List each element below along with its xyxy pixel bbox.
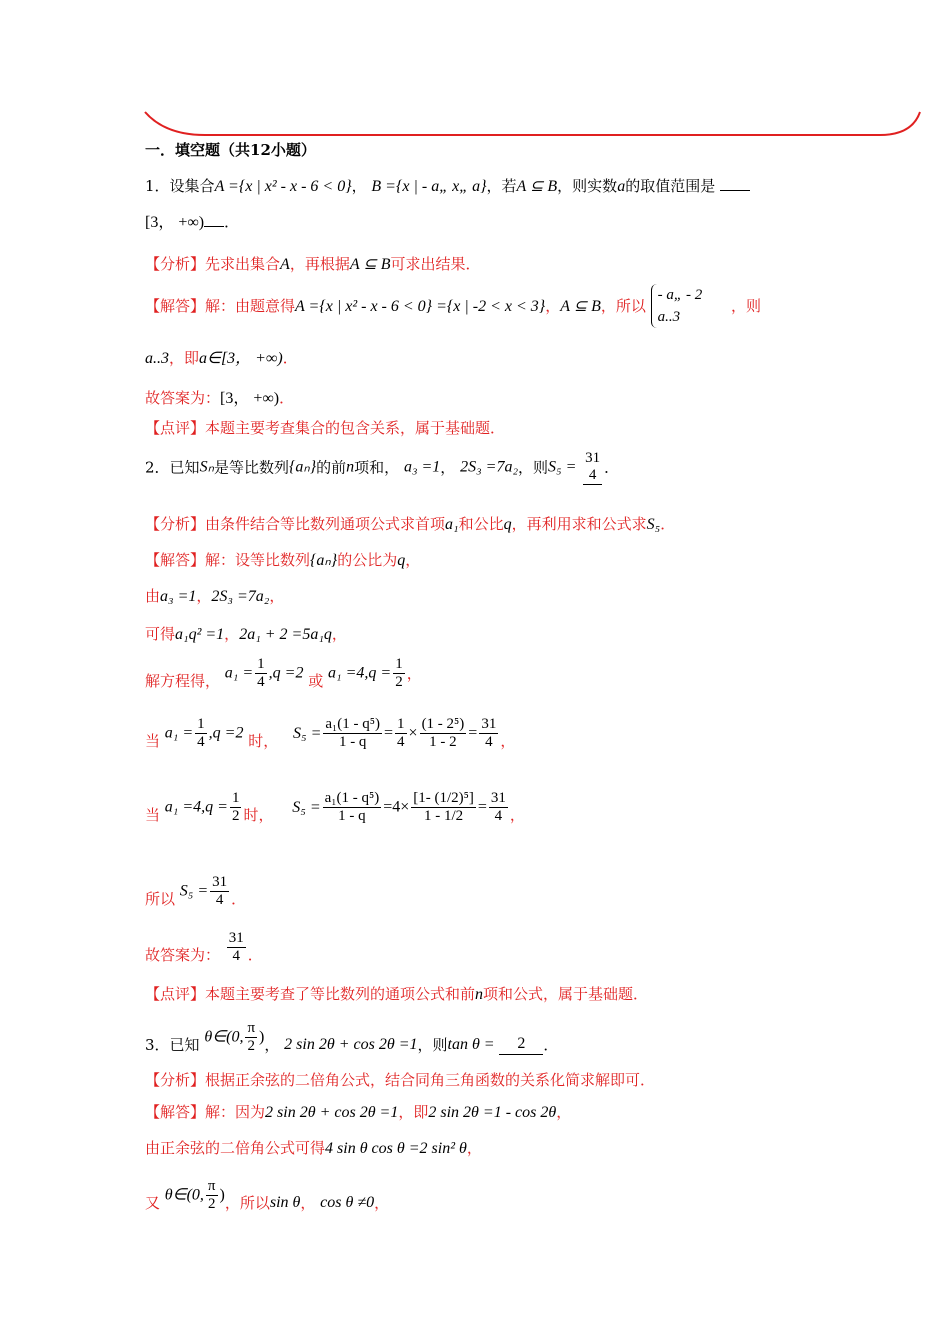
question-1-solution-cont: a..3，即a∈[3， +∞)． (145, 349, 298, 367)
question-2-case-1: 当 a₁ = $\frac{1}{4}$ ,q =2 时， S₅ = $\frac{\text{a₁(1 - q⁵)}}{1 - q}$ = $\frac{1}{4}$ × $\frac{\text{(1 - 2⁵)}}{1 - 2}$ = $\frac{31}{4}$ ， (145, 716, 516, 750)
question-3-solution: 【解答】解：因为2 sin 2θ + cos 2θ =1，即2 sin 2θ =1 - cos 2θ， (145, 1103, 572, 1121)
question-2-solution: 【解答】解：设等比数列{aₙ}的公比为q， (145, 551, 421, 569)
question-1-answer-line: [3， +∞) ． (145, 213, 240, 231)
question-3-analysis: 【分析】根据正余弦的二倍角公式，结合同角三角函数的关系化简求解即可． (145, 1071, 656, 1089)
analysis-tag: 【分析】 (145, 255, 206, 273)
header-arc-decoration (0, 0, 950, 140)
question-2-final-answer: 故答案为： $\frac{31}{4}$ ． (145, 930, 263, 964)
question-2-stem: 2．已知Sₙ是等比数列{aₙ}的前n项和， a₃ =1， 2S₃ =7a₂，则S₅ = 31 4 ． (145, 450, 620, 483)
question-2-analysis: 【分析】由条件结合等比数列通项公式求首项a₁和公比q，再利用求和公式求S₅． (145, 515, 676, 533)
answer-blank (720, 190, 750, 191)
question-2-conclusion: 所以 S₅ = $\frac{31}{4}$ ． (145, 874, 247, 908)
question-2-given: 由a₃ =1，2S₃ =7a₂， (145, 587, 285, 605)
question-1-analysis: 【分析】先求出集合A，再根据A ⊆ B可求出结果． (145, 255, 481, 273)
question-2-case-2: 当 a₁ =4,q = $\frac{1}{2}$ 时， S₅ = $\frac{\text{a₁(1 - q⁵)}}{1 - q}$ =4× $\frac{\text{[1- (1/2)⁵]}}{1 - 1/2}$ = $\frac{31}{4}$ ， (145, 790, 525, 824)
answer-fraction: 31 4 (585, 450, 601, 483)
question-number: 1． (145, 177, 170, 195)
section-title: 一．填空题（共12小题） (145, 141, 316, 159)
question-1-comment: 【点评】本题主要考查集合的包含关系，属于基础题． (145, 419, 506, 437)
answer-value: [3， +∞) (145, 214, 205, 231)
question-1-solution: 【解答】解：由题意得A ={x | x² - x - 6 < 0} ={x | -2 < x < 3}，A ⊆ B，所以 - a„ - 2 a..3 ，则 (145, 284, 761, 328)
inequality-system: - a„ - 2 a..3 (651, 284, 703, 328)
question-1-stem: 1．设集合A ={x | x² - x - 6 < 0}， B ={x | - a„ x„ a}，若A ⊆ B，则实数a的取值范围是 (145, 176, 750, 197)
comment-tag: 【点评】 (145, 419, 206, 437)
answer-blank: 2 (499, 1034, 543, 1055)
question-2-solve: 解方程得， a₁ = $\frac{1}{4}$ ,q =2 或 a₁ =4,q = $\frac{1}{2}$ ， (145, 656, 422, 690)
question-2-comment: 【点评】本题主要考查了等比数列的通项公式和前n项和公式，属于基础题． (145, 985, 649, 1003)
question-3-double-angle: 由正余弦的二倍角公式可得4 sin θ cos θ =2 sin² θ， (145, 1139, 482, 1157)
question-3-stem: 3．已知 θ∈(0, $\frac{\pi}{2}$ )， 2 sin 2θ + cos 2θ =1，则tan θ = 2 ． (145, 1020, 559, 1054)
question-1-final-answer: 故答案为：[3， +∞)． (145, 389, 295, 407)
question-2-derived: 可得a₁q² =1，2a₁ + 2 =5a₁q， (145, 625, 347, 643)
question-3-range: 又 θ∈(0, $\frac{\pi}{2}$ )，所以sin θ， cos θ ≠0， (145, 1178, 390, 1212)
solution-tag: 【解答】 (145, 296, 206, 315)
